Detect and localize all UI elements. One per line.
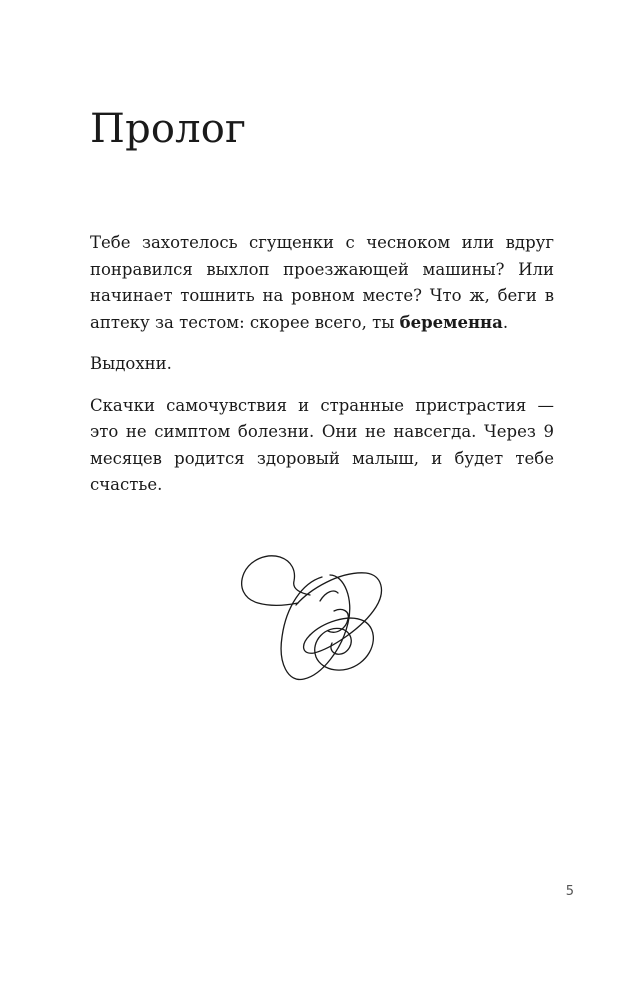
paragraph-1-bold-word: беременна (399, 312, 503, 332)
pacifier-line-drawing-icon (230, 545, 405, 695)
page-number: 5 (565, 884, 574, 899)
paragraph-1-text: Тебе захотелось сгущенки с чесноком или вдруг понравился выхлоп проезжающей машины? Или начинает тошнить на ровном месте? Что ж, беги в аптеку за тестом: скорее всего, ты (90, 233, 554, 332)
paragraph-3: Скачки самочувствия и странные пристрастия — это не симптом болезни. Они не навсегда. Через 9 месяцев родится здоровый малыш, и будет тебе счастье. (90, 395, 554, 494)
chapter-body (90, 230, 554, 514)
paragraph-1 (90, 230, 554, 336)
chapter-title: Пролог (90, 106, 247, 152)
paragraph-1-end: . (502, 312, 509, 332)
paragraph-2: Выдохни. (90, 354, 172, 373)
